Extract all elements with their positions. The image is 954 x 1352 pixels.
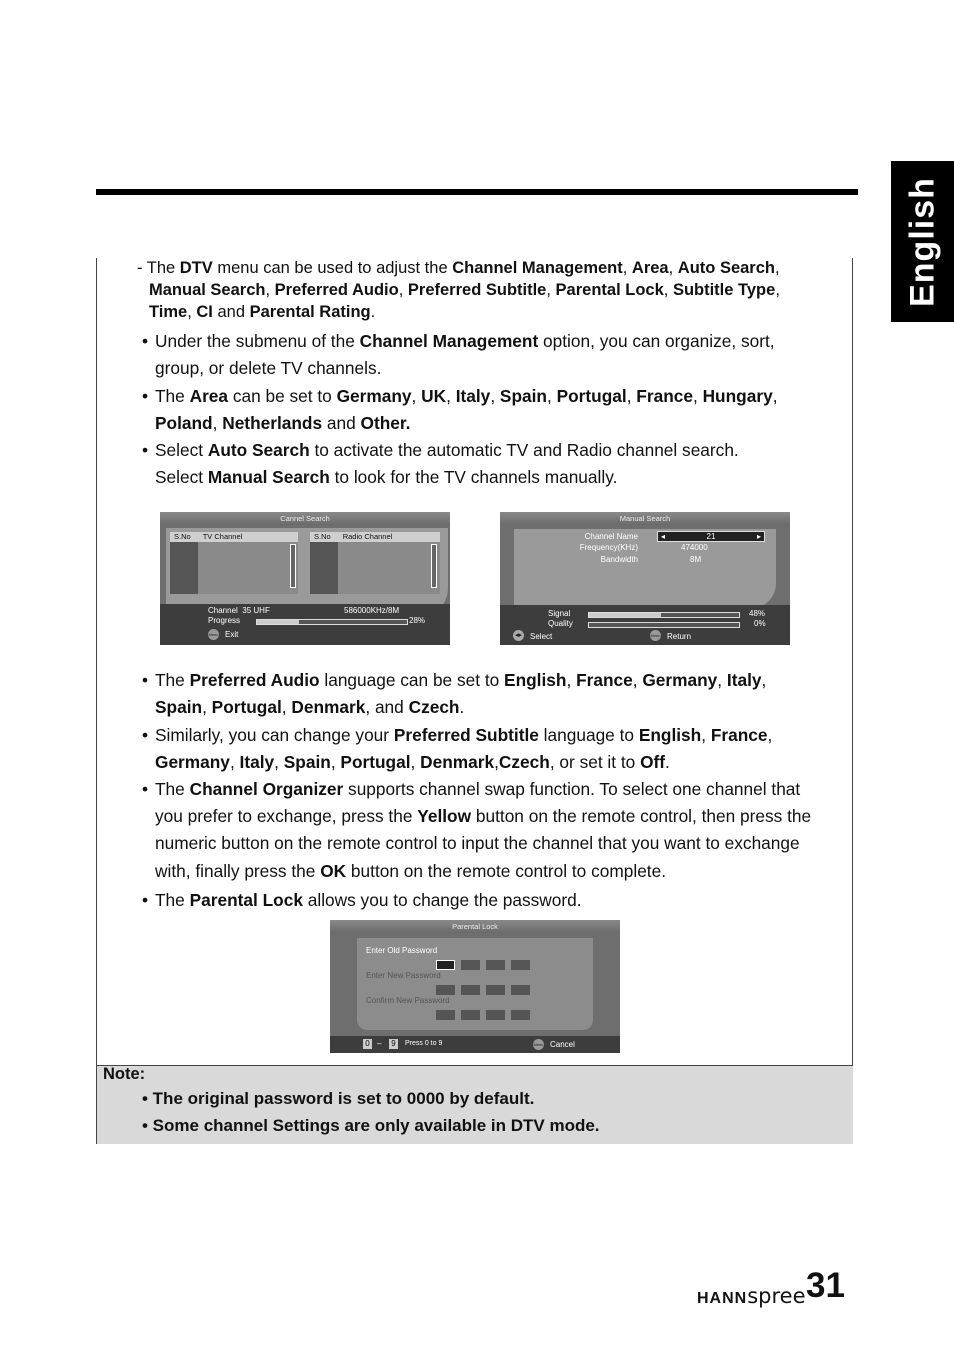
bandwidth-value: 8M [690,555,702,564]
frequency-label: Frequency(KHz) [579,543,638,552]
old-password-digit-2[interactable] [461,960,480,970]
intro-paragraph: - The DTV menu can be used to adjust the Channel Management, Area, Auto Search, Manual Search, Preferred Audio, Preferred Subtitle, Parental Lock, Subtitle Type, Time, CI and Parental Rating. [137,259,780,321]
brand-logo: HANNspree [697,1284,806,1308]
progress-label: Progress [208,616,241,625]
header-rule [96,189,858,195]
key-0-badge: 0 [363,1039,372,1049]
manual-search-screenshot [500,512,790,645]
signal-bar [588,612,740,618]
cancel-label: Cancel [550,1040,575,1049]
key-9-badge: 9 [389,1039,398,1049]
key-dash: – [377,1039,382,1048]
menu-icon[interactable]: Menu [533,1039,544,1050]
bullet-parental-lock: • The Parental Lock allows you to change the password. [142,890,582,910]
note-item-dtv-mode: • Some channel Settings are only available in DTV mode. [142,1116,600,1135]
new-password-label: Enter New Password [366,971,441,980]
signal-value: 48% [749,609,766,618]
parental-lock-title: Parental Lock [330,920,620,933]
channel-name-selector[interactable] [657,531,765,542]
confirm-password-digit-1[interactable] [436,1010,455,1020]
old-password-label: Enter Old Password [366,946,438,955]
quality-label: Quality [548,619,573,628]
radio-channel-list [338,542,440,594]
parental-lock-screenshot [330,920,620,1053]
auto-search-title: Cannel Search [160,512,450,525]
new-password-digit-2[interactable] [461,985,480,995]
channel-name-label: Channel Name [584,532,638,541]
auto-search-screenshot [160,512,450,645]
language-tab [891,161,954,322]
manual-search-title: Manual Search [500,512,790,525]
arrow-left-icon[interactable]: ◂ [661,532,666,541]
confirm-password-label: Confirm New Password [366,996,450,1005]
signal-label: Signal [548,609,571,618]
tv-list-scrollbar[interactable] [290,544,296,588]
bullet-channel-management: • Under the submenu of the Channel Management option, you can organize, sort, group, or delete TV channels. [142,331,775,379]
bullet-search: • Select Auto Search to activate the automatic TV and Radio channel search. Select Manual Search to look for the TV channels manually. [142,440,739,488]
radio-list-scrollbar[interactable] [431,544,437,588]
language-tab-label: English [903,176,941,307]
progress-fill [257,620,299,624]
menu-icon[interactable]: Menu [208,629,219,640]
bullet-preferred-subtitle: • Similarly, you can change your Preferred Subtitle language to English, France, Germany, Italy, Spain, Portugal, Denmark,Czech, or set it to Off. [142,725,773,773]
menu-icon[interactable]: Menu [650,630,661,641]
old-password-digit-1[interactable] [436,960,455,970]
channel-label: Channel [208,606,238,615]
press-hint: Press 0 to 9 [405,1040,443,1047]
note-item-default-password: • The original password is set to 0000 by default. [142,1089,535,1108]
channel-name-value: 21 [706,532,716,541]
frequency-value: 474000 [681,543,708,552]
note-title: Note: [103,1065,146,1083]
return-label: Return [667,632,692,641]
tv-sno-column [170,542,198,594]
progress-bar [256,619,408,625]
page-number: 31 [806,1266,845,1305]
old-password-digit-4[interactable] [511,960,530,970]
confirm-password-digit-2[interactable] [461,1010,480,1020]
bullet-preferred-audio: • The Preferred Audio language can be set to English, France, Germany, Italy, Spain, Portugal, Denmark, and Czech. [142,670,767,718]
new-password-digit-3[interactable] [486,985,505,995]
radio-channel-header: S.No Radio Channel [310,532,440,542]
progress-value: 28% [409,616,426,625]
tv-channel-list [198,542,298,594]
select-label: Select [530,632,553,641]
bullet-area: • The Area can be set to Germany, UK, Italy, Spain, Portugal, France, Hungary, Poland, Netherlands and Other. [142,386,778,434]
bandwidth-label: Bandwidth [600,555,638,564]
new-password-digit-1[interactable] [436,985,455,995]
confirm-password-digit-4[interactable] [511,1010,530,1020]
bullet-channel-organizer: • The Channel Organizer supports channel swap function. To select one channel that you prefer to exchange, press the Yellow button on the remote control, then press the numeric button on the remote control to input the channel that you want to exchange with, finally press the OK button on the remote control to complete. [142,779,812,881]
old-password-digit-3[interactable] [486,960,505,970]
quality-bar [588,622,740,628]
tv-channel-header: S.No TV Channel [170,532,298,542]
frequency-value: 586000KHz/8M [344,606,400,615]
exit-label: Exit [225,630,239,639]
arrow-right-icon[interactable]: ▸ [756,532,761,541]
select-arrows-icon[interactable]: ◂▸ [514,632,523,639]
radio-sno-column [310,542,338,594]
channel-value: 35 UHF [242,606,270,615]
new-password-digit-4[interactable] [511,985,530,995]
signal-fill [589,613,661,617]
parental-lock-footer [330,1036,620,1053]
confirm-password-digit-3[interactable] [486,1010,505,1020]
quality-value: 0% [754,619,766,628]
